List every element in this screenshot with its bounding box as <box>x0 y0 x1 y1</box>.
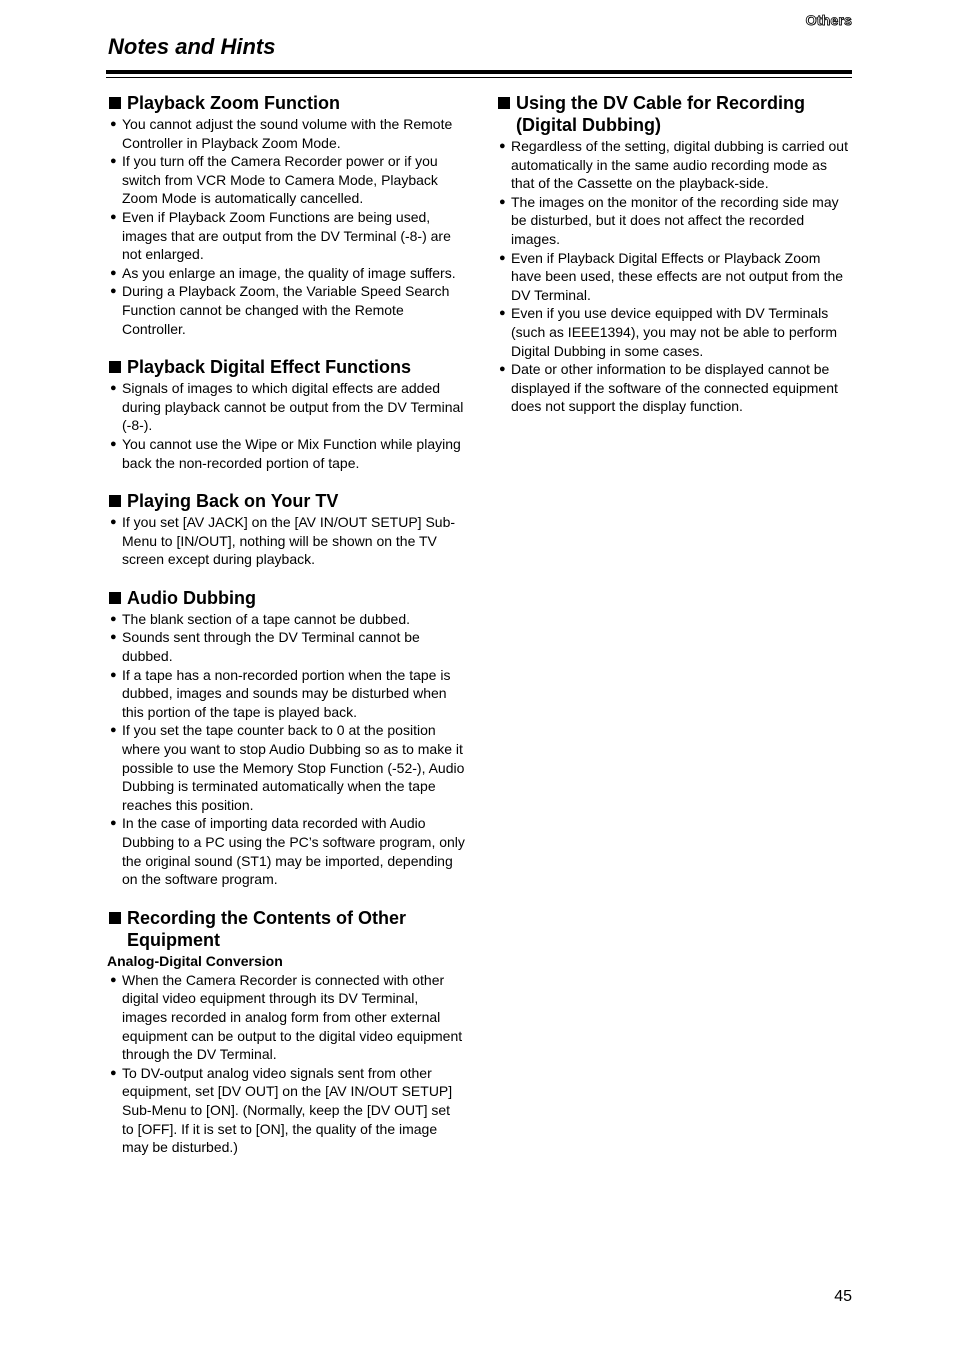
title-rule-thick <box>106 70 852 74</box>
list-item <box>107 208 465 264</box>
section-heading-text: Playback Digital Effect Functions <box>127 357 412 378</box>
list-item-text: Date or other information to be displayed cannot be displayed if the software of the connected equipment does not support the display function. <box>511 361 838 415</box>
left-column <box>107 92 465 1175</box>
section-playback-digital-effect <box>107 356 465 472</box>
bullet-icon: ● <box>110 817 117 830</box>
square-bullet-icon <box>498 97 510 109</box>
square-bullet-icon <box>109 361 121 373</box>
list-item <box>107 666 465 722</box>
section-dv-cable-recording <box>496 92 852 416</box>
section-label: Others <box>805 12 852 28</box>
square-bullet-icon <box>109 592 121 604</box>
bullet-icon: ● <box>110 1066 117 1079</box>
bullet-icon: ● <box>499 307 506 320</box>
list-item-text: As you enlarge an image, the quality of image suffers. <box>122 264 456 281</box>
section-recording-other-equipment <box>107 907 465 1157</box>
bullet-icon: ● <box>499 195 506 208</box>
list-item <box>496 193 852 249</box>
list-item <box>107 971 465 1064</box>
bullet-icon: ● <box>110 668 117 681</box>
square-bullet-icon <box>109 97 121 109</box>
bullet-icon: ● <box>110 973 117 986</box>
bullet-icon: ● <box>110 724 117 737</box>
list-item-text: You cannot use the Wipe or Mix Function while playing back the non-recorded portion of tape. <box>122 435 461 471</box>
list-item-text: If you turn off the Camera Recorder power or if you switch from VCR Mode to Camera Mode, Playback Zoom Mode is automatically cancelled. <box>122 153 438 207</box>
list-item-text: If a tape has a non-recorded portion when the tape is dubbed, images and sounds may be disturbed when this portion of the tape is played back. <box>122 666 451 720</box>
list-item <box>107 628 465 665</box>
bullet-list <box>107 115 465 338</box>
section-heading-text: Recording the Contents of Other Equipment <box>127 907 406 950</box>
bullet-icon: ● <box>499 140 506 152</box>
list-item-text: When the Camera Recorder is connected with other digital video equipment through its DV Terminal, images recorded in analog form from other external equipment can be output to the digital video equipment through the DV Terminal. <box>122 971 463 1063</box>
list-item-text: If you set the tape counter back to 0 at the position where you want to stop Audio Dubbing so as to make it possible to use the Memory Stop Function (-52-), Audio Dubbing is terminated automatically when the tape reaches this position. <box>122 722 465 813</box>
section-audio-dubbing <box>107 587 465 889</box>
bullet-list <box>107 971 465 1157</box>
subsection-heading: Analog-Digital Conversion <box>107 952 283 969</box>
section-heading <box>107 92 465 114</box>
section-playing-back-tv <box>107 490 465 569</box>
list-item <box>496 360 852 416</box>
bullet-icon: ● <box>110 631 117 644</box>
list-item-text: You cannot adjust the sound volume with the Remote Controller in Playback Zoom Mode. <box>122 116 453 151</box>
list-item <box>107 115 465 152</box>
list-item <box>107 1064 465 1157</box>
list-item-text: If you set [AV JACK] on the [AV IN/OUT SETUP] Sub-Menu to [IN/OUT], nothing will be shown on the TV screen except during playback. <box>122 514 456 568</box>
list-item-text: The images on the monitor of the recording side may be disturbed, but it does not affect the recorded images. <box>511 193 839 247</box>
bullet-icon: ● <box>499 251 506 264</box>
bullet-icon: ● <box>110 266 117 279</box>
section-heading <box>107 907 465 951</box>
section-playback-zoom <box>107 92 465 338</box>
bullet-icon: ● <box>110 516 117 529</box>
section-heading-text: Playback Zoom Function <box>127 93 341 113</box>
list-item <box>107 152 465 208</box>
section-heading-text: Playing Back on Your TV <box>127 491 339 512</box>
bullet-icon: ● <box>110 285 117 298</box>
list-item <box>107 721 465 814</box>
page-title: Notes and Hints <box>108 34 276 59</box>
list-item-text: In the case of importing data recorded with Audio Dubbing to a PC using the PC’s software program, only the original sound (ST1) may be imported, depending on the software program. <box>122 815 465 888</box>
bullet-icon: ● <box>110 210 117 223</box>
list-item <box>496 249 852 305</box>
list-item <box>107 264 465 283</box>
list-item <box>107 379 465 435</box>
list-item <box>107 513 465 569</box>
list-item-text: Regardless of the setting, digital dubbing is carried out automatically in the same audio recording mode as that of the Cassette on the playback-side. <box>511 138 848 192</box>
list-item-text: Sounds sent through the DV Terminal cannot be dubbed. <box>122 629 420 665</box>
list-item <box>107 814 465 888</box>
list-item <box>107 435 465 472</box>
list-item <box>107 610 465 629</box>
section-heading <box>496 92 852 136</box>
bullet-icon: ● <box>110 612 117 625</box>
list-item <box>496 304 852 360</box>
bullet-icon: ● <box>110 118 117 130</box>
bullet-list <box>107 513 465 569</box>
list-item-text: To DV-output analog video signals sent from other equipment, set [DV OUT] on the [AV IN/OUT SETUP] Sub-Menu to [ON]. (Normally, keep the [DV OUT] set to [OFF]. If it is set to [ON], the quality of the image may be disturbed.) <box>122 1064 453 1156</box>
list-item-text: Signals of images to which digital effects are added during playback cannot be output from the DV Terminal (-8-). <box>122 380 464 434</box>
bullet-icon: ● <box>499 363 506 376</box>
section-heading-text: Using the DV Cable for Recording (Digital Dubbing) <box>516 93 806 135</box>
bullet-icon: ● <box>110 437 117 450</box>
list-item-text: Even if Playback Digital Effects or Playback Zoom have been used, these effects are not output from the DV Terminal. <box>511 249 844 303</box>
section-heading-text: Audio Dubbing <box>127 587 256 608</box>
square-bullet-icon <box>109 912 121 924</box>
list-item-text: Even if Playback Zoom Functions are being used, images that are output from the DV Terminal (-8-) are not enlarged. <box>122 208 451 263</box>
bullet-list <box>107 379 465 472</box>
section-heading <box>107 490 465 512</box>
bullet-list <box>496 137 852 416</box>
list-item <box>496 137 852 193</box>
page-number: 45 <box>834 1288 852 1305</box>
bullet-icon: ● <box>110 155 117 168</box>
list-item-text: The blank section of a tape cannot be dubbed. <box>122 610 410 627</box>
list-item <box>107 282 465 338</box>
bullet-icon: ● <box>110 382 117 395</box>
square-bullet-icon <box>109 495 121 507</box>
section-heading <box>107 356 465 378</box>
right-column <box>496 92 852 434</box>
bullet-list <box>107 610 465 889</box>
list-item-text: Even if you use device equipped with DV Terminals (such as IEEE1394), you may not be able to perform Digital Dubbing in some cases. <box>511 305 838 359</box>
title-rule-thin <box>106 77 852 78</box>
section-heading <box>107 587 465 609</box>
list-item-text: During a Playback Zoom, the Variable Speed Search Function cannot be changed with the Remote Controller. <box>122 283 450 337</box>
